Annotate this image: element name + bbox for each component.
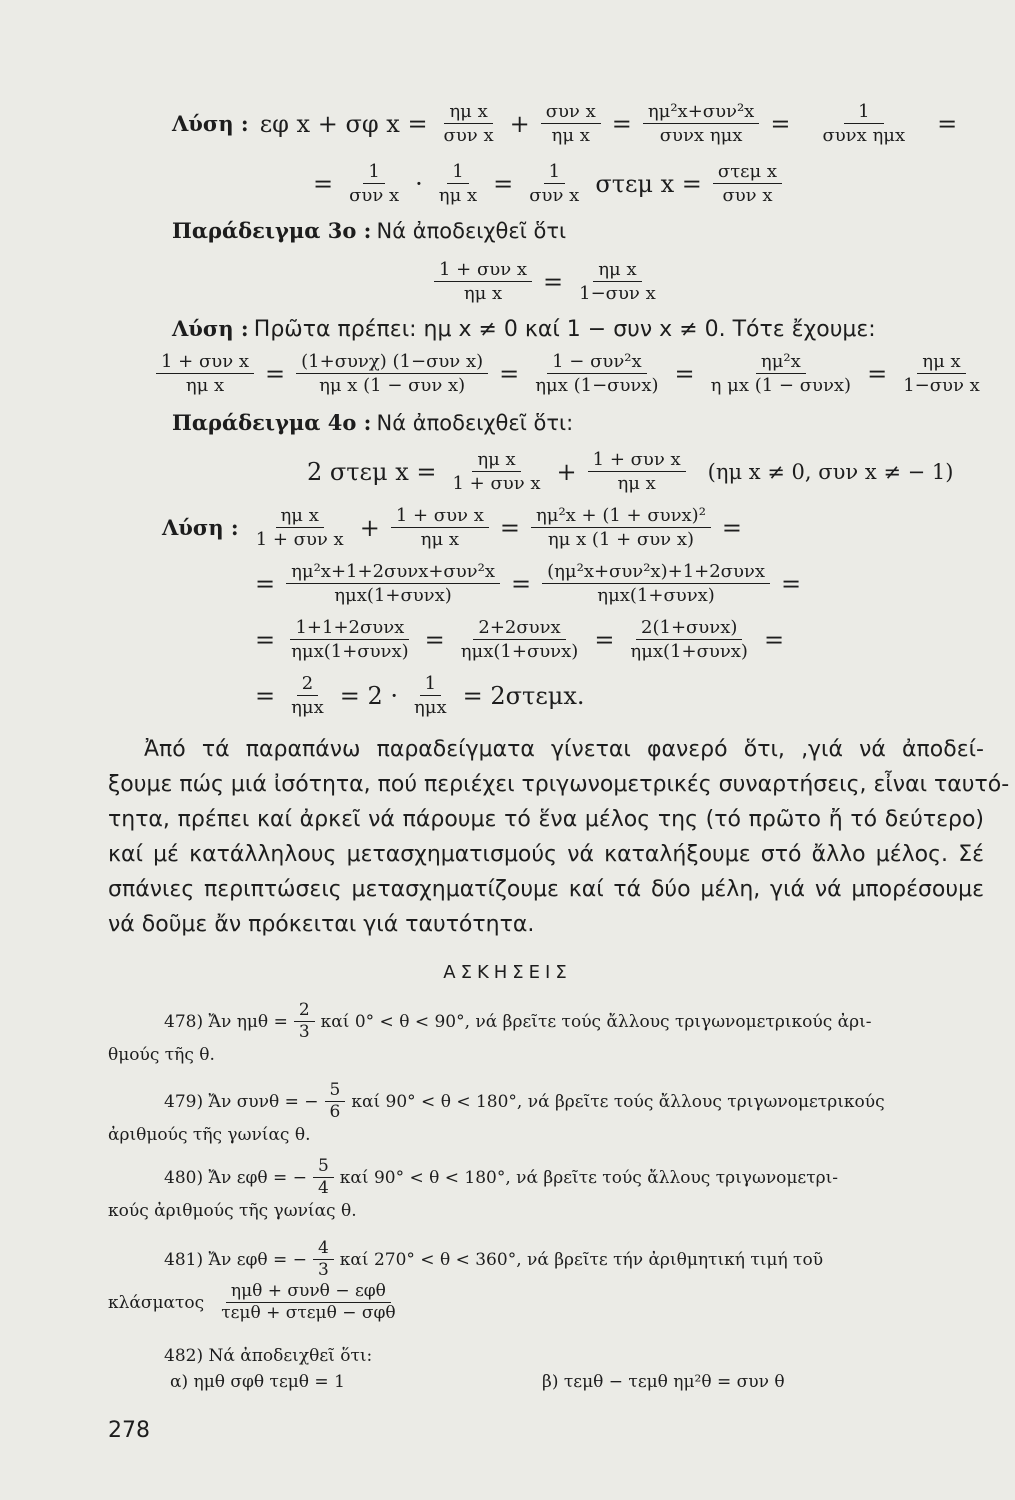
fraction: $\frac{\text{(ημ²x+συν²x)+1+2συνx}}{\text{ημx(1+συνx)}}$	[542, 560, 770, 607]
page-number: 278	[108, 1418, 150, 1443]
fraction: $\frac{\text{1 + συν x}}{\text{ημ x}}$	[434, 258, 532, 305]
exercise-480: 480) Ἄν εφθ = − $\frac{5}{4}$ καί 90° < θ < 180°, νά βρεῖτε τούς ἄλλους τριγωνομετρι- κούς ἀριθμούς τῆς γωνίας θ.	[108, 1156, 839, 1221]
example-statement: Νά ἀποδειχθεῖ ὅτι:	[376, 411, 574, 435]
example4-solution-line1: Λύση : $\frac{\text{ημ x}}{\text{1 + συν x}}$ + $\frac{\text{1 + συν x}}{\text{ημ x}}$ = $\frac{\text{ημ²x + (1 + συνx)²}}{\text{ημ x (1 + συν x)}}$ =	[162, 505, 743, 550]
exercise-479: 479) Ἄν συνθ = − $\frac{5}{6}$ καί 90° < θ < 180°, νά βρεῖτε τούς ἄλλους τριγωνομετρικούς ἀριθμούς τῆς γωνίας θ.	[108, 1080, 885, 1145]
fraction: $\frac{\text{ημ x}}{\text{1 + συν x}}$	[255, 505, 344, 550]
example4-header	[172, 410, 573, 435]
example4-solution-line3: = $\frac{\text{1+1+2συνx}}{\text{ημx(1+συνx)}}$ = $\frac{\text{2+2συνx}}{\text{ημx(1+συνx)}}$ = $\frac{\text{2(1+συνx)}}{\text{ημx(1+συνx)}}$ =	[255, 617, 785, 662]
solution-label: Λύση :	[172, 111, 249, 136]
fraction: $\frac{\text{ημ x}}{\text{1−συν x}}$	[903, 351, 980, 396]
fraction: $\frac{1}{\text{συν x}}$	[529, 161, 580, 206]
exercise-481: 481) Ἄν εφθ = − $\frac{4}{3}$ καί 270° < θ < 360°, νά βρεῖτε τήν ἀριθμητική τιμή τοῦ κλάσματος $\frac{\text{ημθ + συνθ − εφθ}}{\text{τεμθ + στεμθ − σφθ}}$	[108, 1238, 824, 1323]
fraction: $\frac{1}{\text{ημx}}$	[414, 673, 447, 718]
example4-solution-line4: = $\frac{2}{\text{ημx}}$ = 2 · $\frac{1}{\text{ημx}}$ = 2στεμx.	[255, 673, 585, 718]
solution-text: Πρῶτα πρέπει: ημ x ≠ 0 καί 1 − συν x ≠ 0. Τότε ἔχουμε:	[253, 317, 876, 342]
example-title: Παράδειγμα 4ο :	[172, 410, 372, 435]
example-statement: Νά ἀποδειχθεῖ ὅτι	[376, 219, 567, 243]
fraction: $\frac{\text{ημ²x}}{\text{η μx (1 − συνx)}}$	[710, 351, 852, 396]
condition: (ημ x ≠ 0, συν x ≠ − 1)	[707, 459, 954, 484]
fraction: $\frac{\text{1 + συν x}}{\text{ημ x}}$	[156, 350, 254, 397]
fraction: $\frac{\text{2(1+συνx)}}{\text{ημx(1+συνx)}}$	[630, 617, 748, 662]
example-title: Παράδειγμα 3ο :	[172, 218, 372, 243]
solution-label: Λύση :	[172, 316, 249, 341]
example3-header	[172, 218, 566, 243]
fraction: $\frac{\text{ημ²x + (1 + συνx)²}}{\text{ημ x (1 + συν x)}}$	[531, 504, 711, 551]
fraction: $\frac{\text{2+2συνx}}{\text{ημx(1+συνx)}}$	[460, 617, 579, 662]
example3-solution-intro	[172, 316, 876, 342]
exercise-482: 482) Νά ἀποδειχθεῖ ὅτι: α) ημθ σφθ τεμθ = 1 β) τεμθ − τεμθ ημ²θ = συν θ	[164, 1346, 785, 1392]
example2-solution-line1: Λύση : εφ x + σφ x = $\frac{\text{ημ x}}{\text{συν x}}$ + $\frac{\text{συν x}}{\text{ημ x}}$ = $\frac{\text{ημ²x+συν²x}}{\text{συνx ημx}}$ = $\frac{1}{\text{συνx ημx}}$ =	[172, 101, 958, 146]
fraction: $\frac{\text{ημ²x+1+2συνx+συν²x}}{\text{ημx(1+συνx)}}$	[286, 560, 500, 607]
fraction: $\frac{\text{ημ x}}{\text{1−συν x}}$	[579, 259, 656, 304]
fraction: $\frac{2}{\text{ημx}}$	[291, 673, 324, 718]
fraction: $\frac{\text{στεμ x}}{\text{συν x}}$	[713, 160, 782, 207]
example4-solution-line2: = $\frac{\text{ημ²x+1+2συνx+συν²x}}{\text{ημx(1+συνx)}}$ = $\frac{\text{(ημ²x+συν²x)+1+2συνx}}{\text{ημx(1+συνx)}}$ =	[255, 561, 802, 606]
fraction: $\frac{\text{συν x}}{\text{ημ x}}$	[541, 100, 601, 147]
example3-identity: $\frac{\text{1 + συν x}}{\text{ημ x}}$ = $\frac{\text{ημ x}}{\text{1−συν x}}$	[428, 258, 667, 305]
exercise-482-a: α) ημθ σφθ τεμθ = 1	[170, 1372, 345, 1392]
fraction: $\frac{\text{1+1+2συνx}}{\text{ημx(1+συνx)}}$	[291, 617, 409, 662]
fraction: $\frac{\text{1 + συν x}}{\text{ημ x}}$	[391, 504, 489, 551]
fraction: $\frac{\text{ημ x}}{\text{συν x}}$	[443, 101, 494, 146]
exercises-heading: ΑΣΚΗΣΕΙΣ	[443, 962, 572, 983]
example4-identity: 2 στεμ x = $\frac{\text{ημ x}}{\text{1 + συν x}}$ + $\frac{\text{1 + συν x}}{\text{ημ x}}$ (ημ x ≠ 0, συν x ≠ − 1)	[307, 449, 954, 494]
fraction: $\frac{1}{\text{ημ x}}$	[438, 161, 478, 206]
example3-chain: $\frac{\text{1 + συν x}}{\text{ημ x}}$ = $\frac{\text{(1+συνχ) (1−συν x)}}{\text{ημ x (1 − συν x)}}$ = $\frac{\text{1 − συν²x}}{\text{ημx (1−συνx)}}$ = $\frac{\text{ημ²x}}{\text{η μx (1 − συνx)}}$ = $\frac{\text{ημ x}}{\text{1−συν x}}$	[150, 350, 991, 397]
fraction: $\frac{1}{\text{συνx ημx}}$	[822, 101, 906, 146]
fraction: $\frac{\text{1 + συν x}}{\text{ημ x}}$	[588, 448, 686, 495]
fraction: $\frac{\text{(1+συνχ) (1−συν x)}}{\text{ημ x (1 − συν x)}}$	[296, 350, 488, 397]
fraction: $\frac{\text{1 − συν²x}}{\text{ημx (1−συνx)}}$	[535, 351, 659, 396]
fraction: $\frac{\text{ημ x}}{\text{1 + συν x}}$	[452, 449, 541, 494]
exercise-482-b: β) τεμθ − τεμθ ημ²θ = συν θ	[542, 1372, 785, 1392]
example2-solution-line2: = $\frac{1}{\text{συν x}}$ · $\frac{1}{\text{ημ x}}$ = $\frac{1}{\text{συν x}}$ στεμ x = $\frac{\text{στεμ x}}{\text{συν x}}$	[308, 160, 788, 207]
fraction: $\frac{\text{ημ²x+συν²x}}{\text{συνx ημx}}$	[643, 100, 759, 147]
conclusion-paragraph: Ἀπό τά παραπάνω παραδείγματα γίνεται φανερό ὅτι, ‚γιά νά ἀποδεί- ξουμε πώς μιά ἰσότητα, πού περιέχει τριγωνομετρικές συναρτήσεις, εἶναι ταυτό- τητα, πρέπει καί ἀρκεῖ νά πάρουμε τό ἕνα μέλος της (τό πρῶτο ἤ τό δεύτερο) καί μέ κατάλληλους μετασχηματισμούς νά καταλήξουμε στό ἄλλο μέλος. Σέ σπάνιες περιπτώσεις μετασχηματίζουμε καί τά δύο μέλη, γιά νά μπορέσουμε νά δοῦμε ἄν πρόκειται γιά ταυτότητα.	[108, 737, 1010, 937]
solution-label: Λύση :	[162, 515, 239, 540]
fraction: $\frac{1}{\text{συν x}}$	[349, 161, 400, 206]
exercise-478: 478) Ἄν ημθ = $\frac{2}{3}$ καί 0° < θ < 90°, νά βρεῖτε τούς ἄλλους τριγωνομετρικούς ἀρι- θμούς τῆς θ.	[108, 1000, 872, 1065]
